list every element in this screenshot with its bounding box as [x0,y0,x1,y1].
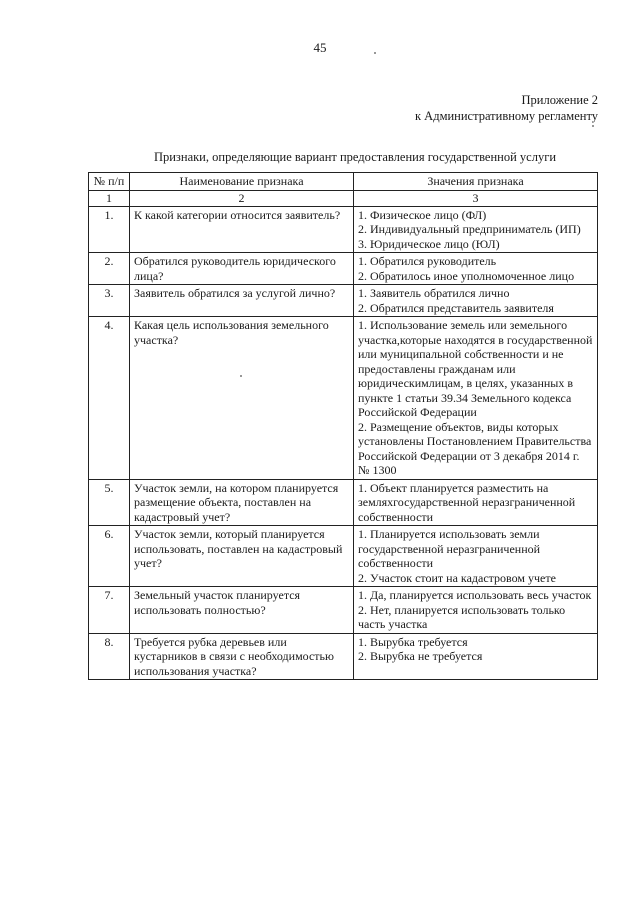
scan-speck [592,125,594,127]
row-value: 3. Юридическое лицо (ЮЛ) [358,236,500,251]
row-value: 1. Планируется использовать земли государственной неразграниченной собственности [358,527,541,570]
header-name: Наименование признака [130,173,354,191]
header-values: Значения признака [354,173,598,191]
row-number: 7. [89,587,130,634]
index-cell-1: 1 [89,190,130,206]
row-value: 1. Да, планируется использовать весь участок [358,588,592,602]
row-number: 4. [89,317,130,480]
index-cell-2: 2 [130,190,354,206]
row-values [354,317,598,480]
row-values [354,526,598,587]
scan-speck [374,52,376,54]
row-number: 8. [89,633,130,680]
table-row [89,206,598,253]
row-criterion: Обратился руководитель юридического лица? [130,253,354,285]
row-number: 1. [89,206,130,253]
row-criterion: Земельный участок планируется использовать полностью? [130,587,354,634]
table-header-row [89,173,598,191]
row-number: 2. [89,253,130,285]
row-number: 5. [89,479,130,526]
index-cell-3: 3 [354,190,598,206]
row-criterion: Участок земли, на котором планируется размещение объекта, поставлен на кадастровый учет? [130,479,354,526]
appendix-line-1: Приложение 2 [521,93,598,107]
row-values [354,479,598,526]
row-criterion: К какой категории относится заявитель? [130,206,354,253]
row-criterion: Заявитель обратился за услугой лично? [130,285,354,317]
row-value: 1. Вырубка требуется [358,634,468,649]
row-criterion: Какая цель использования земельного участка? [130,317,354,480]
table-row [89,253,598,285]
row-value: 1. Физическое лицо (ФЛ) [358,207,487,222]
row-values [354,587,598,634]
table-row [89,526,598,587]
row-value: 1. Заявитель обратился лично [358,286,510,300]
row-criterion: Требуется рубка деревьев или кустарников в связи с необходимостью использования участка? [130,633,354,680]
row-value: 1. Обратился руководитель [358,254,497,268]
row-number: 3. [89,285,130,317]
row-value: 1. Использование земель или земельного участка,которые находятся в государственной или муниципальной собственности и не предоставлены гражданам или юридическимлицам, в целях, указанных в пункте 1 статьи 39.34 Земельного кодекса Российской Федерации [358,318,593,419]
row-value: 2. Нет, планируется использовать только часть участка [358,602,566,631]
row-values [354,206,598,253]
page-number: 45 [313,40,327,55]
row-values [354,633,598,680]
row-value: 2. Размещение объектов, виды которых установлены Постановлением Правительства Российской Федерации от 3 декабря 2014 г. № 1300 [358,419,592,477]
document-title: Признаки, определяющие вариант предоставления государственной услуги [153,150,557,164]
scan-speck [240,375,242,377]
row-values [354,253,598,285]
header-number: № п/п [89,173,130,191]
appendix-caption [415,92,598,124]
row-value: 2. Индивидуальный предприниматель (ИП) [358,222,581,236]
appendix-line-2: к Административному регламенту [414,109,598,123]
criteria-table [88,172,598,680]
table-row [89,285,598,317]
row-value: 2. Обратилось иное уполномоченное лицо [358,268,575,283]
table-row [89,633,598,680]
row-value: 2. Вырубка не требуется [358,649,483,663]
row-value: 2. Обратился представитель заявителя [358,300,554,315]
table-row [89,317,598,480]
row-value: 2. Участок стоит на кадастровом учете [358,570,556,585]
table-row [89,479,598,526]
row-values [354,285,598,317]
row-value: 1. Объект планируется разместить на земляхгосударственной неразграниченной собственности [358,480,576,524]
table-row [89,587,598,634]
row-criterion: Участок земли, который планируется использовать, поставлен на кадастровый учет? [130,526,354,587]
row-number: 6. [89,526,130,587]
table-index-row [89,190,598,206]
